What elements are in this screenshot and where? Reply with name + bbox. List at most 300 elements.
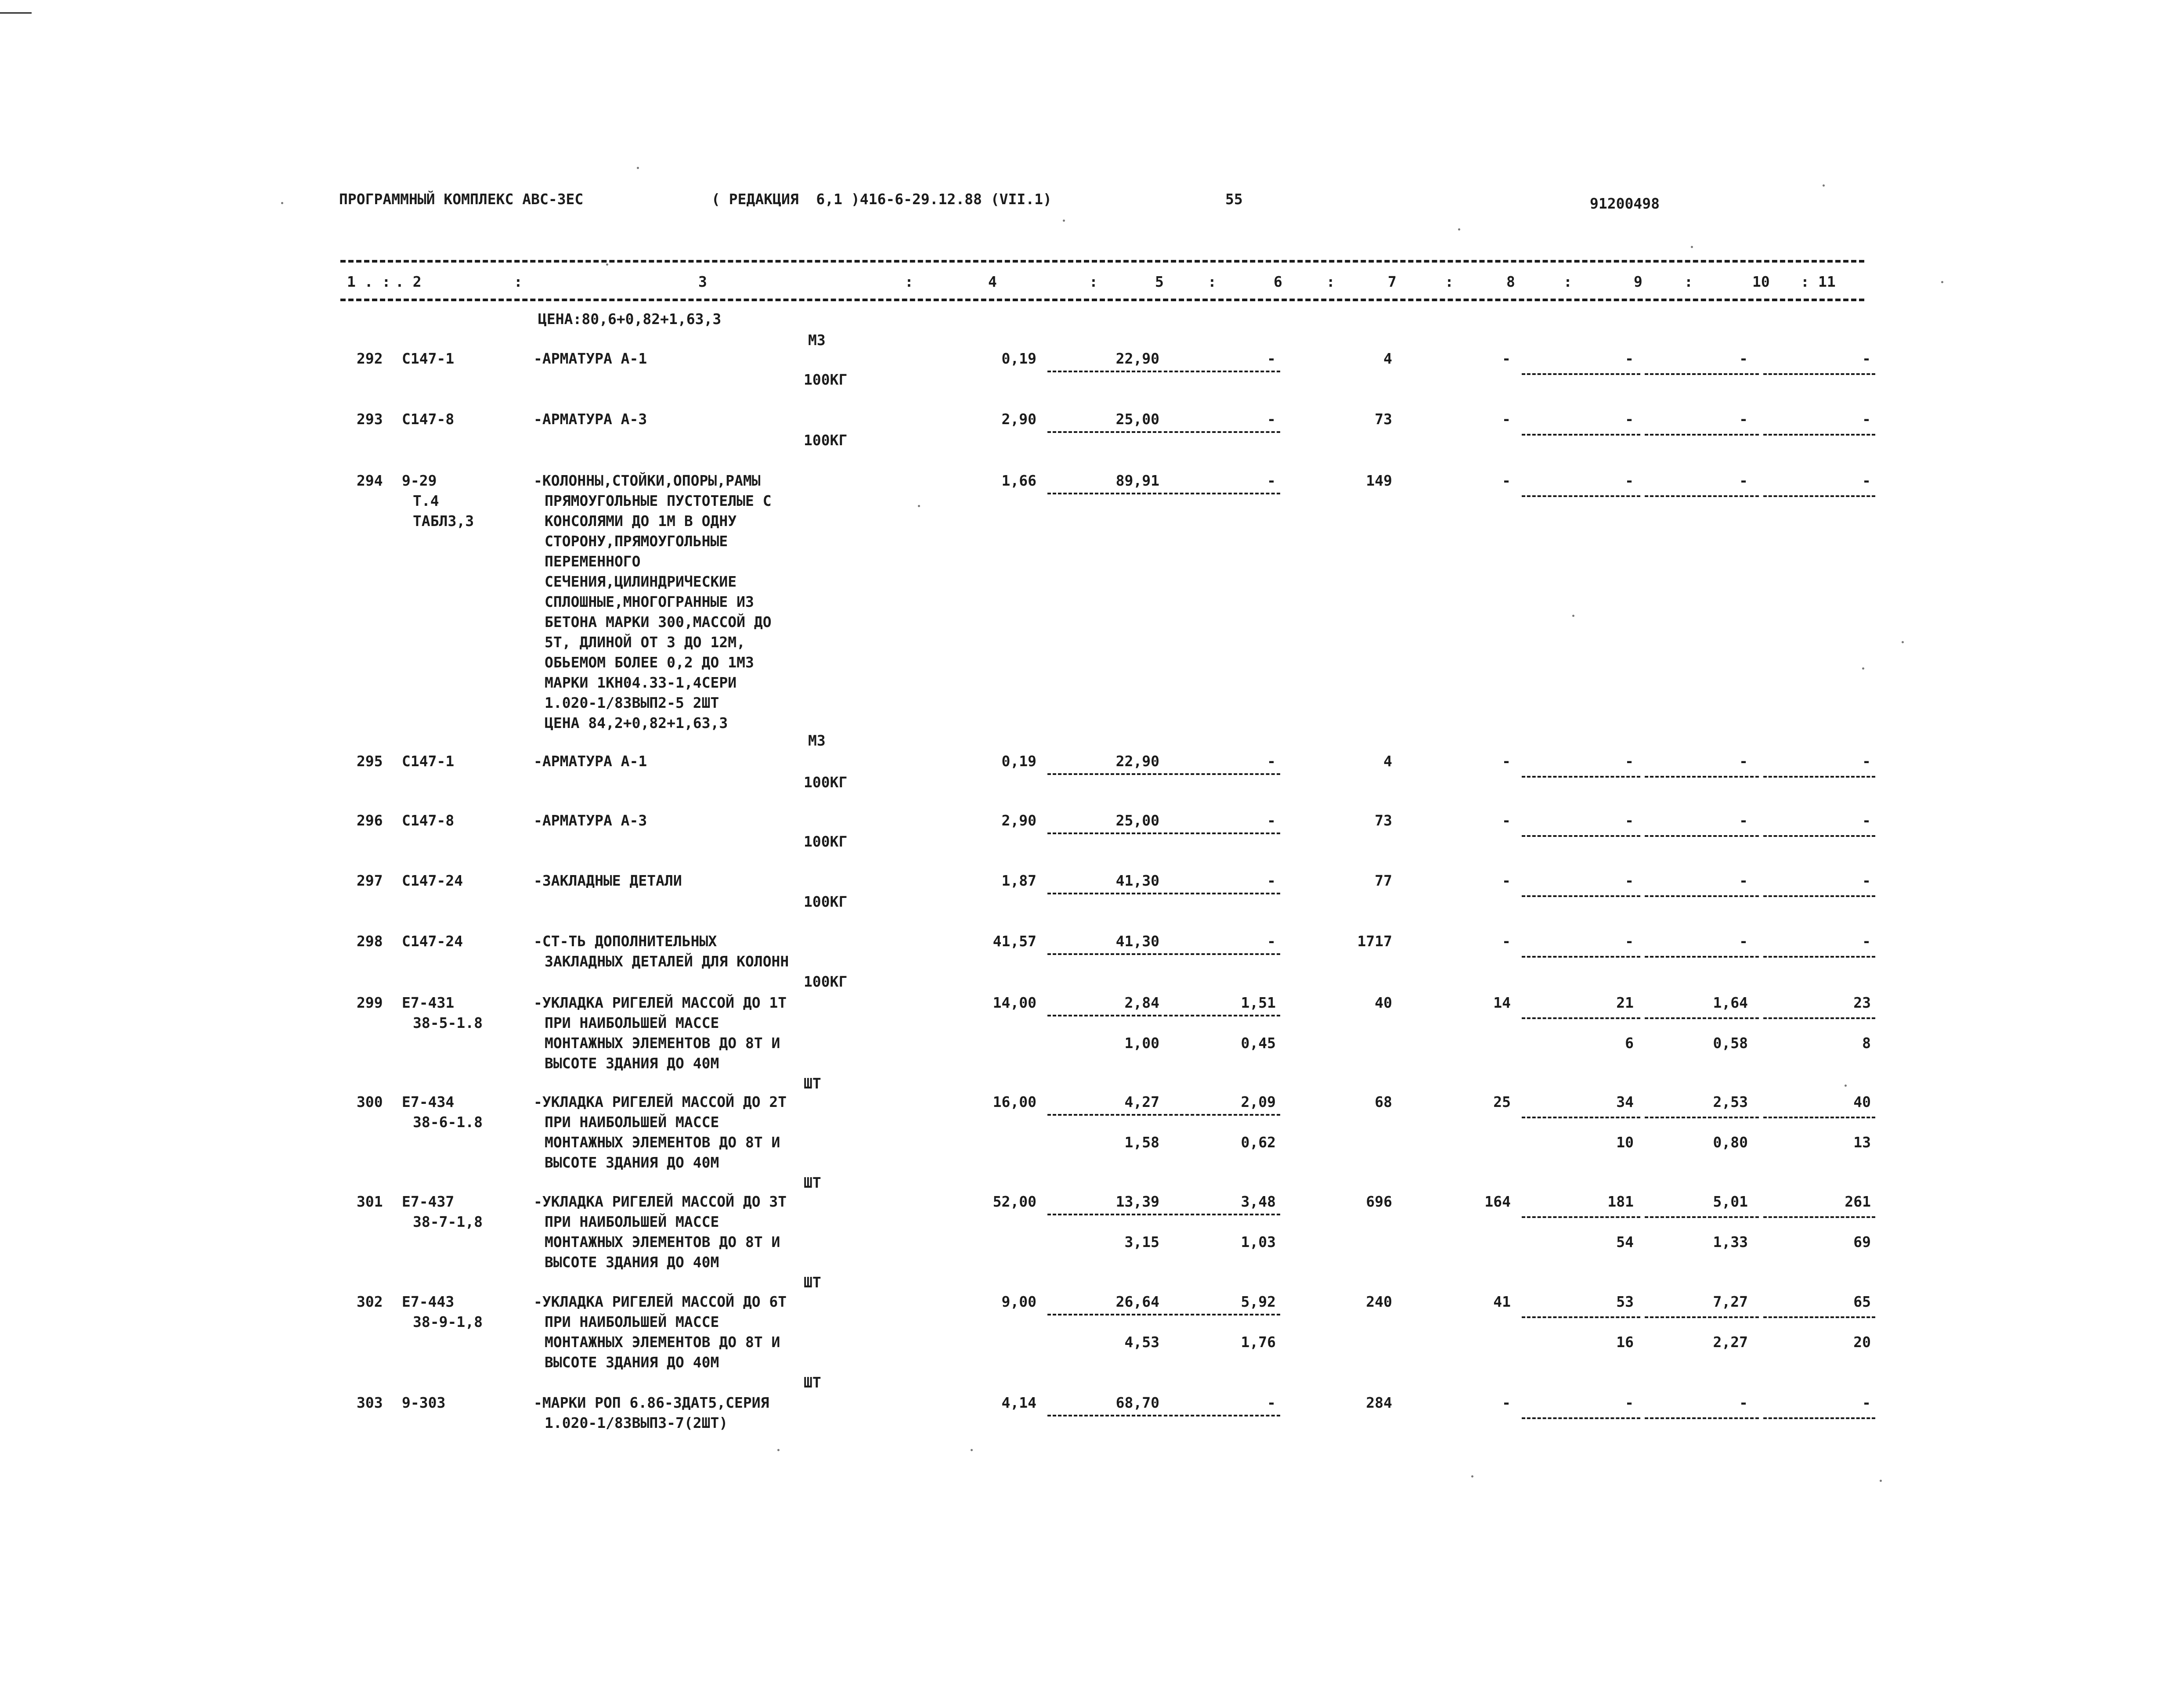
cell-c7: 73 <box>1375 411 1392 428</box>
cell-c4: 2,90 <box>1001 411 1036 428</box>
column-header-1: . 2 <box>395 273 422 290</box>
row-description: МОНТАЖНЫХ ЭЛЕМЕНТОВ ДО 8Т И <box>545 1233 780 1251</box>
row-unit: ШТ <box>804 1075 821 1092</box>
cell-separator <box>1164 773 1280 775</box>
scan-speck <box>777 1449 780 1451</box>
row-description: -СТ-ТЬ ДОПОЛНИТЕЛЬНЫХ <box>534 933 717 950</box>
cell-c4: 2,90 <box>1001 812 1036 829</box>
row-description: -КОЛОННЫ,СТОЙКИ,ОПОРЫ,РАМЫ <box>534 472 761 489</box>
row-description: -АРМАТУРА А-3 <box>534 812 647 829</box>
cell-c8: - <box>1502 350 1511 367</box>
column-header-12: : <box>1445 273 1454 290</box>
row-code: С147-1 <box>402 753 455 770</box>
cell-c4: 0,19 <box>1001 350 1036 367</box>
row-description: МОНТАЖНЫХ ЭЛЕМЕНТОВ ДО 8Т И <box>545 1333 780 1351</box>
header-rule-top <box>340 260 1864 263</box>
cell-c8: - <box>1502 472 1511 489</box>
row-description: ВЫСОТЕ ЗДАНИЯ ДО 40М <box>545 1254 719 1271</box>
cell-separator <box>1522 1417 1640 1419</box>
cell-c10: - <box>1739 872 1748 889</box>
corner-rule <box>0 12 32 14</box>
cell-c10b: 0,80 <box>1713 1134 1748 1151</box>
cell-separator <box>1047 1415 1162 1416</box>
cell-c9b: 16 <box>1616 1333 1634 1351</box>
cell-c5: 13,39 <box>1115 1193 1159 1210</box>
row-description: 5Т, ДЛИНОЙ ОТ 3 ДО 12М, <box>545 634 745 651</box>
cell-separator <box>1522 776 1640 778</box>
cell-separator <box>1164 431 1280 433</box>
row-code: 9-29 <box>402 472 437 489</box>
cell-c9: 21 <box>1616 994 1634 1011</box>
cell-c11: - <box>1862 753 1871 770</box>
row-code: С147-24 <box>402 933 463 950</box>
row-description: -АРМАТУРА А-3 <box>534 411 647 428</box>
unit-top: М3 <box>808 332 826 349</box>
cell-c10: 1,64 <box>1713 994 1748 1011</box>
scan-speck <box>1823 184 1825 187</box>
row-description: -ЗАКЛАДНЫЕ ДЕТАЛИ <box>534 872 682 889</box>
row-description: МАРКИ 1КН04.33-1,4СЕРИ <box>545 674 737 691</box>
cell-separator <box>1645 495 1759 497</box>
scan-speck <box>1845 1085 1847 1087</box>
cell-c4: 16,00 <box>993 1093 1036 1110</box>
cell-c4: 4,14 <box>1001 1394 1036 1411</box>
cell-c10: 5,01 <box>1713 1193 1748 1210</box>
cell-separator <box>1522 434 1640 436</box>
cell-separator <box>1164 1015 1280 1016</box>
scan-speck <box>1862 667 1864 670</box>
cell-c6: 5,92 <box>1241 1293 1276 1310</box>
cell-c7: 40 <box>1375 994 1392 1011</box>
cell-c8: - <box>1502 1394 1511 1411</box>
cell-c9: 53 <box>1616 1293 1634 1310</box>
cell-c9: - <box>1625 472 1634 489</box>
cell-c5: 41,30 <box>1115 933 1159 950</box>
row-unit: ШТ <box>804 1374 821 1391</box>
cell-c7: 4 <box>1383 753 1392 770</box>
row-unit: ШТ <box>804 1174 821 1191</box>
column-header-4: : <box>905 273 913 290</box>
cell-c10: 7,27 <box>1713 1293 1748 1310</box>
column-header-5: 4 <box>988 273 997 290</box>
cell-c6b: 0,62 <box>1241 1134 1276 1151</box>
row-number: 293 <box>357 411 383 428</box>
cell-c11: - <box>1862 812 1871 829</box>
cell-c11: 23 <box>1853 994 1871 1011</box>
cell-separator <box>1047 832 1162 834</box>
cell-c7: 77 <box>1375 872 1392 889</box>
cell-c5: 41,30 <box>1115 872 1159 889</box>
row-number: 296 <box>357 812 383 829</box>
cell-separator <box>1763 1316 1875 1318</box>
row-description: ОБЬЕМОМ БОЛЕЕ 0,2 ДО 1М3 <box>545 654 754 671</box>
column-header-18: : <box>1801 273 1809 290</box>
cell-separator <box>1645 1417 1759 1419</box>
cell-separator <box>1047 431 1162 433</box>
row-description: -УКЛАДКА РИГЕЛЕЙ МАССОЙ ДО 3Т <box>534 1193 787 1210</box>
row-code: 38-7-1,8 <box>413 1213 483 1230</box>
cell-c6: 2,09 <box>1241 1093 1276 1110</box>
row-number: 294 <box>357 472 383 489</box>
cell-separator <box>1164 832 1280 834</box>
cell-c8: 25 <box>1493 1093 1511 1110</box>
cell-c9: 181 <box>1607 1193 1634 1210</box>
cell-separator <box>1645 956 1759 958</box>
row-number: 299 <box>357 994 383 1011</box>
column-header-0: 1 . : <box>347 273 391 290</box>
row-unit: ШТ <box>804 1274 821 1291</box>
row-description: ВЫСОТЕ ЗДАНИЯ ДО 40М <box>545 1154 719 1171</box>
scan-speck <box>1063 220 1065 222</box>
cell-c10: - <box>1739 411 1748 428</box>
row-description: БЕТОНА МАРКИ 300,МАССОЙ ДО <box>545 613 772 631</box>
cell-c9: - <box>1625 872 1634 889</box>
cell-c9b: 10 <box>1616 1134 1634 1151</box>
cell-c7: 4 <box>1383 350 1392 367</box>
cell-c4: 0,19 <box>1001 753 1036 770</box>
row-description: ЦЕНА 84,2+0,82+1,63,3 <box>545 714 728 732</box>
cell-c6b: 0,45 <box>1241 1034 1276 1052</box>
cell-c11: - <box>1862 872 1871 889</box>
row-description: -УКЛАДКА РИГЕЛЕЙ МАССОЙ ДО 6Т <box>534 1293 787 1310</box>
cell-separator <box>1522 1117 1640 1118</box>
cell-separator <box>1763 776 1875 778</box>
column-header-14: : <box>1563 273 1572 290</box>
cell-separator <box>1763 434 1875 436</box>
cell-c10: - <box>1739 812 1748 829</box>
cell-c10: - <box>1739 472 1748 489</box>
row-code: С147-8 <box>402 411 455 428</box>
cell-c4: 1,87 <box>1001 872 1036 889</box>
scan-speck <box>606 263 608 266</box>
cell-c4: 14,00 <box>993 994 1036 1011</box>
cell-c11: - <box>1862 411 1871 428</box>
cell-c6: - <box>1267 753 1276 770</box>
cell-c5: 25,00 <box>1115 812 1159 829</box>
scan-speck <box>971 1449 973 1451</box>
cell-c9: - <box>1625 753 1634 770</box>
cell-separator <box>1645 434 1759 436</box>
row-description: 1.020-1/83ВЫП2-5 2ШТ <box>545 694 719 711</box>
cell-c7: 696 <box>1366 1193 1392 1210</box>
scan-speck <box>1941 281 1943 283</box>
cell-separator <box>1522 956 1640 958</box>
cell-c11b: 69 <box>1853 1233 1871 1251</box>
cell-c8: - <box>1502 933 1511 950</box>
cell-separator <box>1763 1216 1875 1218</box>
row-code: С147-8 <box>402 812 455 829</box>
row-number: 302 <box>357 1293 383 1310</box>
row-description: КОНСОЛЯМИ ДО 1М В ОДНУ <box>545 512 737 530</box>
cell-separator <box>1522 835 1640 837</box>
row-unit: 100КГ <box>804 893 848 910</box>
cell-separator <box>1164 893 1280 894</box>
cell-separator <box>1763 956 1875 958</box>
cell-separator <box>1522 1017 1640 1019</box>
cell-c4: 52,00 <box>993 1193 1036 1210</box>
cell-c10b: 2,27 <box>1713 1333 1748 1351</box>
cell-separator <box>1164 1214 1280 1215</box>
row-code: Е7-443 <box>402 1293 455 1310</box>
row-description: СТОРОНУ,ПРЯМОУГОЛЬНЫЕ <box>545 533 728 550</box>
column-header-7: 5 <box>1155 273 1164 290</box>
cell-c10b: 0,58 <box>1713 1034 1748 1052</box>
cell-c6: 1,51 <box>1241 994 1276 1011</box>
row-code: 38-6-1.8 <box>413 1114 483 1131</box>
row-description: 1.020-1/83ВЫП3-7(2ШТ) <box>545 1414 728 1431</box>
cell-c11b: 8 <box>1862 1034 1871 1052</box>
cell-c9: - <box>1625 933 1634 950</box>
cell-c5b: 1,58 <box>1124 1134 1159 1151</box>
cell-c11: - <box>1862 1394 1871 1411</box>
row-code: Т.4 <box>413 492 439 509</box>
row-code: С147-24 <box>402 872 463 889</box>
cell-c5: 68,70 <box>1115 1394 1159 1411</box>
cell-separator <box>1763 1117 1875 1118</box>
cell-separator <box>1522 495 1640 497</box>
cell-separator <box>1047 1314 1162 1315</box>
cell-c11: 261 <box>1845 1193 1871 1210</box>
cell-separator <box>1164 953 1280 955</box>
row-description: -УКЛАДКА РИГЕЛЕЙ МАССОЙ ДО 1Т <box>534 994 787 1011</box>
cell-c11: - <box>1862 472 1871 489</box>
column-header-15: 9 <box>1634 273 1643 290</box>
cell-c10: - <box>1739 753 1748 770</box>
cell-c8: 41 <box>1493 1293 1511 1310</box>
scan-speck <box>637 167 639 169</box>
cell-c6b: 1,03 <box>1241 1233 1276 1251</box>
cell-c11: - <box>1862 933 1871 950</box>
scan-speck <box>1458 228 1460 231</box>
cell-c4: 9,00 <box>1001 1293 1036 1310</box>
column-header-3: 3 <box>698 273 707 290</box>
row-description: ВЫСОТЕ ЗДАНИЯ ДО 40М <box>545 1354 719 1371</box>
column-header-19: 11 <box>1818 273 1836 290</box>
row-description: СПЛОШНЫЕ,МНОГОГРАННЫЕ ИЗ <box>545 593 754 610</box>
cell-c5b: 4,53 <box>1124 1333 1159 1351</box>
cell-c9: - <box>1625 812 1634 829</box>
row-number: 297 <box>357 872 383 889</box>
cell-c6: - <box>1267 933 1276 950</box>
cell-separator <box>1047 371 1162 372</box>
cell-c6: - <box>1267 812 1276 829</box>
column-header-11: 7 <box>1388 273 1397 290</box>
cell-c5b: 3,15 <box>1124 1233 1159 1251</box>
price-line-top: ЦЕНА:80,6+0,82+1,63,3 <box>538 310 722 328</box>
cell-separator <box>1164 1114 1280 1116</box>
column-header-9: 6 <box>1274 273 1282 290</box>
cell-separator <box>1164 371 1280 372</box>
cell-c5: 22,90 <box>1115 350 1159 367</box>
row-description: МОНТАЖНЫХ ЭЛЕМЕНТОВ ДО 8Т И <box>545 1034 780 1052</box>
row-number: 298 <box>357 933 383 950</box>
cell-separator <box>1164 1314 1280 1315</box>
cell-c7: 284 <box>1366 1394 1392 1411</box>
column-header-8: : <box>1208 273 1217 290</box>
row-unit: 100КГ <box>804 432 848 449</box>
row-code: 9-303 <box>402 1394 446 1411</box>
cell-c5: 89,91 <box>1115 472 1159 489</box>
row-description: -АРМАТУРА А-1 <box>534 753 647 770</box>
cell-c8: 14 <box>1493 994 1511 1011</box>
cell-separator <box>1645 1316 1759 1318</box>
document-code: 91200498 <box>1590 195 1660 212</box>
cell-separator <box>1763 495 1875 497</box>
row-code: 38-5-1.8 <box>413 1014 483 1031</box>
cell-c10: - <box>1739 933 1748 950</box>
cell-c11: 65 <box>1853 1293 1871 1310</box>
cell-separator <box>1522 1216 1640 1218</box>
row-unit: 100КГ <box>804 973 848 990</box>
column-header-2: : <box>514 273 523 290</box>
row-description: -УКЛАДКА РИГЕЛЕЙ МАССОЙ ДО 2Т <box>534 1093 787 1110</box>
row-description: ПРИ НАИБОЛЬШЕЙ МАССЕ <box>545 1114 719 1131</box>
row-unit: 100КГ <box>804 371 848 388</box>
cell-c9: 34 <box>1616 1093 1634 1110</box>
scan-speck <box>1902 641 1904 643</box>
scan-speck <box>1880 1480 1882 1482</box>
cell-c10: 2,53 <box>1713 1093 1748 1110</box>
cell-c6: 3,48 <box>1241 1193 1276 1210</box>
cell-c7: 1717 <box>1357 933 1392 950</box>
row-description: ВЫСОТЕ ЗДАНИЯ ДО 40М <box>545 1055 719 1072</box>
cell-separator <box>1763 895 1875 897</box>
cell-c7: 149 <box>1366 472 1392 489</box>
scan-speck <box>281 202 283 204</box>
cell-separator <box>1763 835 1875 837</box>
cell-separator <box>1164 1415 1280 1416</box>
cell-separator <box>1047 1214 1162 1215</box>
row-description: МОНТАЖНЫХ ЭЛЕМЕНТОВ ДО 8Т И <box>545 1134 780 1151</box>
row-number: 300 <box>357 1093 383 1110</box>
row-description: ПЕРЕМЕННОГО <box>545 553 641 570</box>
column-header-17: 10 <box>1752 273 1770 290</box>
cell-c10b: 1,33 <box>1713 1233 1748 1251</box>
scan-speck <box>1471 1475 1473 1478</box>
row-number: 292 <box>357 350 383 367</box>
cell-separator <box>1047 953 1162 955</box>
cell-c8: - <box>1502 872 1511 889</box>
cell-separator <box>1047 893 1162 894</box>
cell-separator <box>1645 835 1759 837</box>
cell-c5: 22,90 <box>1115 753 1159 770</box>
cell-separator <box>1645 776 1759 778</box>
cell-c5: 2,84 <box>1124 994 1159 1011</box>
scan-speck <box>918 505 920 507</box>
row-description: -АРМАТУРА А-1 <box>534 350 647 367</box>
cell-c5: 25,00 <box>1115 411 1159 428</box>
row-unit: 100КГ <box>804 774 848 791</box>
cell-c11b: 20 <box>1853 1333 1871 1351</box>
program-title: ПРОГРАММНЫЙ КОМПЛЕКС АВС-3ЕС <box>339 191 584 208</box>
cell-c7: 68 <box>1375 1093 1392 1110</box>
cell-c6: - <box>1267 411 1276 428</box>
cell-c8: 164 <box>1484 1193 1511 1210</box>
cell-separator <box>1645 1117 1759 1118</box>
page-number: 55 <box>1225 191 1243 208</box>
cell-c9b: 6 <box>1625 1034 1634 1052</box>
cell-c11b: 13 <box>1853 1134 1871 1151</box>
cell-c6: - <box>1267 872 1276 889</box>
row-description: ПРИ НАИБОЛЬШЕЙ МАССЕ <box>545 1213 719 1230</box>
cell-c8: - <box>1502 411 1511 428</box>
cell-separator <box>1763 1017 1875 1019</box>
cell-c7: 73 <box>1375 812 1392 829</box>
cell-separator <box>1645 373 1759 375</box>
row-code: Е7-434 <box>402 1093 455 1110</box>
cell-c5: 26,64 <box>1115 1293 1159 1310</box>
cell-separator <box>1645 1216 1759 1218</box>
cell-separator <box>1645 895 1759 897</box>
cell-c9: - <box>1625 411 1634 428</box>
column-header-10: : <box>1326 273 1335 290</box>
row-unit: М3 <box>808 732 826 749</box>
cell-c10: - <box>1739 1394 1748 1411</box>
cell-separator <box>1047 1114 1162 1116</box>
cell-separator <box>1522 895 1640 897</box>
column-header-13: 8 <box>1506 273 1515 290</box>
cell-c6: - <box>1267 1394 1276 1411</box>
row-code: ТАБЛ3,3 <box>413 512 474 530</box>
cell-separator <box>1522 1316 1640 1318</box>
cell-c7: 240 <box>1366 1293 1392 1310</box>
column-header-6: : <box>1089 273 1098 290</box>
cell-separator <box>1645 1017 1759 1019</box>
row-number: 301 <box>357 1193 383 1210</box>
cell-c11: 40 <box>1853 1093 1871 1110</box>
row-code: С147-1 <box>402 350 455 367</box>
cell-c4: 1,66 <box>1001 472 1036 489</box>
row-description: ПРИ НАИБОЛЬШЕЙ МАССЕ <box>545 1014 719 1031</box>
cell-c9b: 54 <box>1616 1233 1634 1251</box>
cell-c9: - <box>1625 350 1634 367</box>
row-description: ПРИ НАИБОЛЬШЕЙ МАССЕ <box>545 1313 719 1330</box>
row-description: СЕЧЕНИЯ,ЦИЛИНДРИЧЕСКИЕ <box>545 573 737 590</box>
cell-separator <box>1763 1417 1875 1419</box>
cell-c6: - <box>1267 472 1276 489</box>
column-header-16: : <box>1684 273 1693 290</box>
cell-c10: - <box>1739 350 1748 367</box>
cell-c4: 41,57 <box>993 933 1036 950</box>
cell-c8: - <box>1502 753 1511 770</box>
row-number: 295 <box>357 753 383 770</box>
cell-separator <box>1047 1015 1162 1016</box>
cell-separator <box>1164 493 1280 494</box>
cell-c9: - <box>1625 1394 1634 1411</box>
row-description: ЗАКЛАДНЫХ ДЕТАЛЕЙ ДЛЯ КОЛОНН <box>545 953 789 970</box>
row-code: Е7-431 <box>402 994 455 1011</box>
scan-speck <box>1691 246 1693 248</box>
row-code: 38-9-1,8 <box>413 1313 483 1330</box>
cell-c8: - <box>1502 812 1511 829</box>
cell-separator <box>1047 493 1162 494</box>
row-description: -МАРКИ РОП 6.86-3ДАТ5,СЕРИЯ <box>534 1394 769 1411</box>
row-description: ПРЯМОУГОЛЬНЫЕ ПУСТОТЕЛЫЕ С <box>545 492 772 509</box>
cell-separator <box>1763 373 1875 375</box>
row-unit: 100КГ <box>804 833 848 850</box>
cell-c6: - <box>1267 350 1276 367</box>
header-rule-bottom <box>340 299 1864 301</box>
cell-c6b: 1,76 <box>1241 1333 1276 1351</box>
cell-c5: 4,27 <box>1124 1093 1159 1110</box>
edition-info: ( РЕДАКЦИЯ 6,1 )416-6-29.12.88 (VII.1) <box>711 191 1052 208</box>
cell-c11: - <box>1862 350 1871 367</box>
row-number: 303 <box>357 1394 383 1411</box>
cell-c5b: 1,00 <box>1124 1034 1159 1052</box>
cell-separator <box>1522 373 1640 375</box>
scan-speck <box>1572 615 1574 617</box>
row-code: Е7-437 <box>402 1193 455 1210</box>
